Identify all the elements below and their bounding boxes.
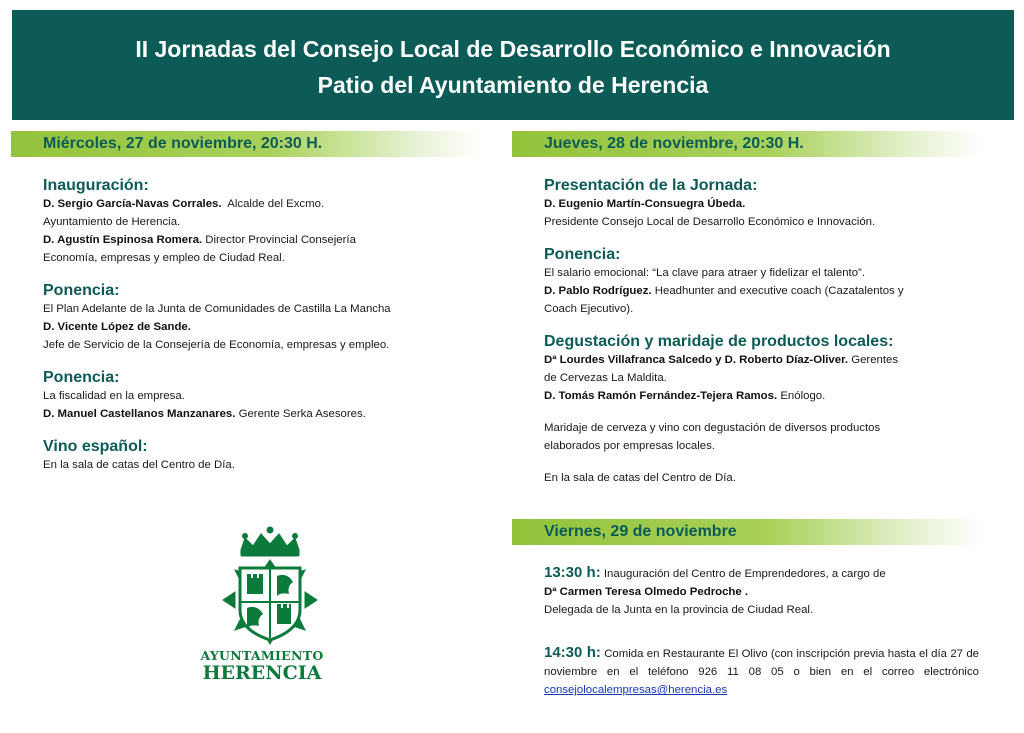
day-label-thursday: Jueves, 28 de noviembre, 20:30 H. xyxy=(544,135,804,152)
logo-text-herencia: HERENCIA xyxy=(202,662,322,684)
section-title-ponencia: Ponencia: xyxy=(544,246,621,263)
speaker-line xyxy=(544,282,994,300)
venue-text: En la sala de catas del Centro de Día. xyxy=(43,459,235,471)
speaker-role: Enólogo. xyxy=(780,390,826,402)
section-title-inauguracion: Inauguración: xyxy=(43,177,149,194)
speaker-name: D. Sergio García-Navas Corrales. xyxy=(43,198,222,210)
speaker-line xyxy=(43,231,483,249)
schedule-time: 14:30 h: xyxy=(544,644,601,662)
header-banner xyxy=(12,10,1014,120)
speaker-role: Presidente Consejo Local de Desarrollo Económico e Innovación. xyxy=(544,216,876,228)
speaker-line xyxy=(43,195,483,213)
speaker-name: D. Pablo Rodríguez. xyxy=(544,285,652,297)
speaker-line xyxy=(43,405,483,423)
talk-topic: El Plan Adelante de la Junta de Comunidades de Castilla La Mancha xyxy=(43,303,391,315)
speaker-line xyxy=(544,583,984,601)
speaker-name: D. Tomás Ramón Fernández-Tejera Ramos. xyxy=(544,390,778,402)
section-title-vino: Vino español: xyxy=(43,438,148,455)
email-link[interactable]: consejolocalempresas@herencia.es xyxy=(544,684,728,697)
day-label-wednesday: Miércoles, 27 de noviembre, 20:30 H. xyxy=(43,135,323,152)
talk-topic: El salario emocional: “La clave para atraer y fidelizar el talento”. xyxy=(544,267,865,279)
logo-text-ayuntamiento: AYUNTAMIENTO xyxy=(200,648,324,663)
speaker-name: D. Eugenio Martín-Consuegra Úbeda. xyxy=(544,198,746,210)
speaker-role: Jefe de Servicio de la Consejería de Economía, empresas y empleo. xyxy=(43,339,390,351)
schedule-text: Comida en Restaurante El Olivo (con inscripción previa hasta el día 27 de noviembre en el teléfono 926 11 08 05 o bien en el correo electrónico xyxy=(544,648,979,679)
section-title-ponencia: Ponencia: xyxy=(43,369,120,386)
speaker-name: D. Agustín Espinosa Romera. xyxy=(43,234,203,246)
day-band-friday xyxy=(512,519,982,545)
section-title-degustacion: Degustación y maridaje de productos locales: xyxy=(544,333,894,350)
speaker-name: D. Manuel Castellanos Manzanares. xyxy=(43,408,236,420)
speaker-role: Gerentes xyxy=(851,354,899,366)
event-title: II Jornadas del Consejo Local de Desarrollo Económico e Innovación xyxy=(135,36,891,62)
speaker-role-cont: Coach Ejecutivo). xyxy=(544,303,634,315)
talk-topic: La fiscalidad en la empresa. xyxy=(43,390,185,402)
speaker-role: Director Provincial Consejería xyxy=(205,234,356,246)
speaker-line xyxy=(544,195,994,213)
pairing-text: Maridaje de cerveza y vino con degustación de diversos productos xyxy=(544,422,881,434)
speaker-line xyxy=(544,387,994,405)
schedule-item xyxy=(544,564,984,583)
day-band-wednesday xyxy=(11,131,481,157)
schedule-time: 13:30 h: xyxy=(544,564,601,581)
schedule-item xyxy=(544,644,979,699)
thursday-program xyxy=(544,176,994,487)
pairing-text-cont: elaborados por empresas locales. xyxy=(544,440,715,452)
day-label-friday: Viernes, 29 de noviembre xyxy=(544,523,737,540)
speaker-role-cont: Ayuntamiento de Herencia. xyxy=(43,216,181,228)
venue-text: En la sala de catas del Centro de Día. xyxy=(544,472,736,484)
speaker-name: Dª Lourdes Villafranca Salcedo y D. Roberto Díaz-Oliver. xyxy=(544,354,849,366)
schedule-text: Inauguración del Centro de Emprendedores, a cargo de xyxy=(603,568,886,580)
speaker-role: Gerente Serka Asesores. xyxy=(238,408,366,420)
friday-program xyxy=(544,564,984,711)
speaker-role-cont: Economía, empresas y empleo de Ciudad Real. xyxy=(43,252,285,264)
speaker-role: Headhunter and executive coach (Cazatalentos y xyxy=(654,285,904,297)
event-venue: Patio del Ayuntamiento de Herencia xyxy=(317,72,709,98)
day-band-thursday xyxy=(512,131,982,157)
speaker-role: Delegada de la Junta en la provincia de Ciudad Real. xyxy=(544,604,814,616)
speaker-name: D. Vicente López de Sande. xyxy=(43,321,191,333)
speaker-role: Alcalde del Excmo. xyxy=(227,198,325,210)
speaker-line xyxy=(43,318,483,336)
speaker-name: Dª Carmen Teresa Olmedo Pedroche . xyxy=(544,586,749,598)
wednesday-program xyxy=(43,176,483,474)
speaker-line xyxy=(544,351,994,369)
section-title-ponencia: Ponencia: xyxy=(43,282,120,299)
section-title-presentacion: Presentación de la Jornada: xyxy=(544,177,758,194)
speaker-role-cont: de Cervezas La Maldita. xyxy=(544,372,667,384)
